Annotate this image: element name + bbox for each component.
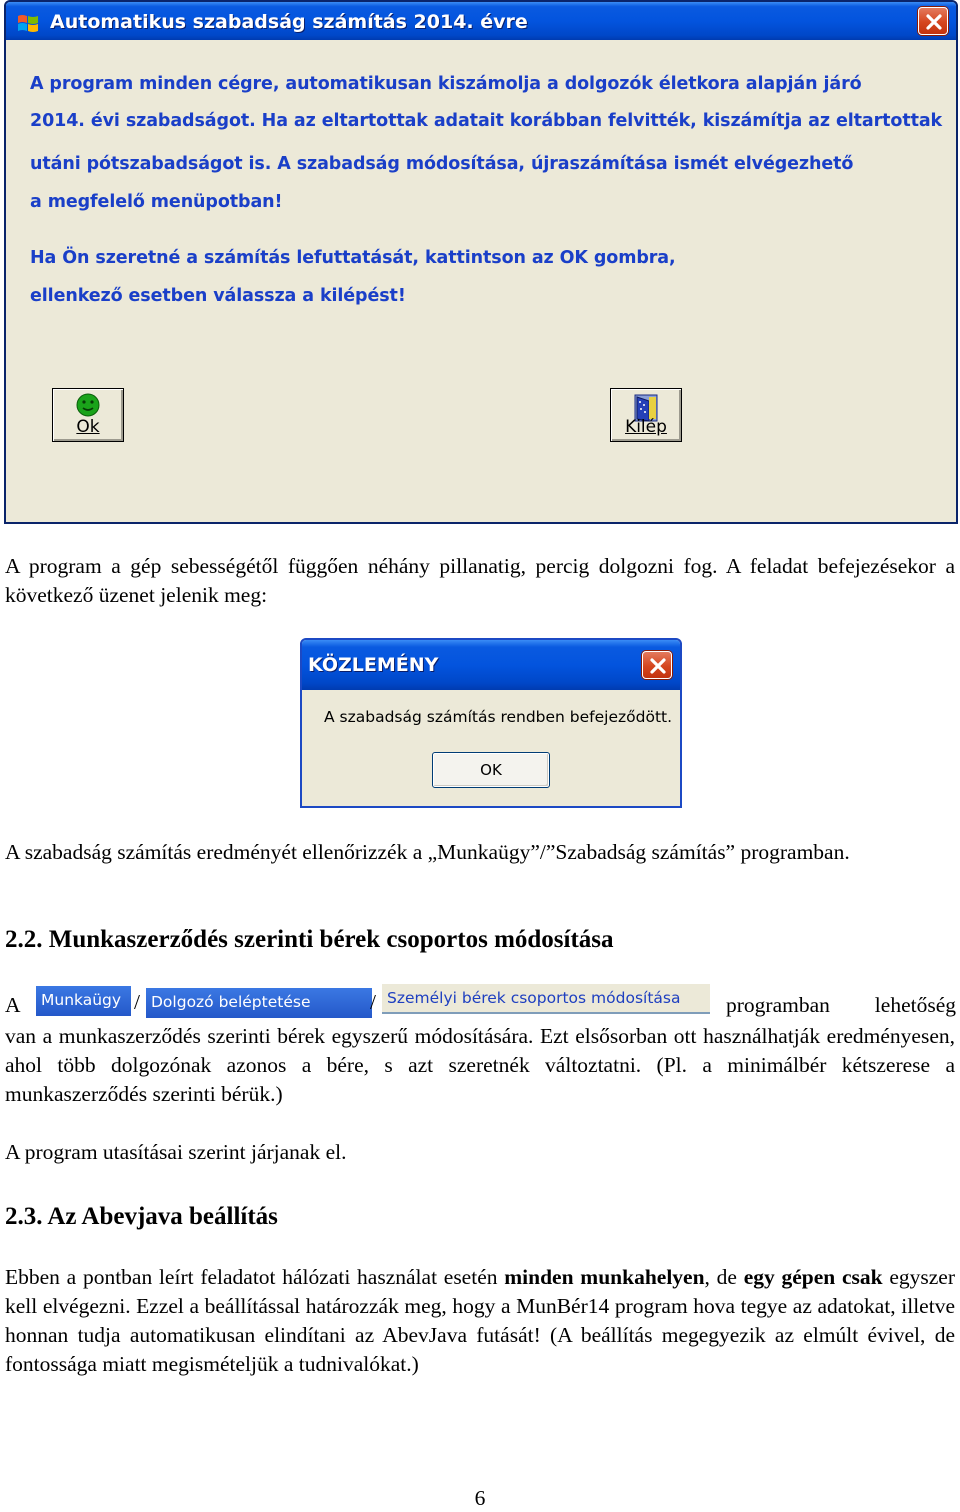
- menu-path-separator: /: [134, 990, 140, 1014]
- close-icon: [924, 12, 944, 32]
- paragraph-abevjava: [5, 1263, 955, 1379]
- notice-message: A szabadság számítás rendben befejeződött.: [324, 708, 673, 726]
- menu-path-suffix: programban lehetőség: [726, 993, 956, 1017]
- menu-chip-munkaugy: Munkaügy: [36, 986, 131, 1016]
- paragraph-check-result: A szabadság számítás eredményét ellenőrizzék a „Munkaügy”/”Szabadság számítás” programban.: [5, 840, 850, 864]
- notice-title: KÖZLEMÉNY: [308, 654, 439, 676]
- dialog-message-line: A program minden cégre, automatikusan kiszámolja a dolgozók életkora alapján járó: [30, 74, 862, 94]
- notice-ok-button[interactable]: OK: [432, 752, 550, 788]
- text-run: egyszer kell elvégezni. Ezzel a beállítással határozzák meg, hogy a MunBér14 program hova tegye az adatokat, illetve honnan tudja automatikusan elindítani az AbevJava futását! (A beállítás megegyezik az elmúlt évivel, de fontossága miatt megismételjük a tudnivalókat.): [5, 1265, 955, 1376]
- section-heading-2-3: 2.3. Az Abevjava beállítás: [5, 1203, 278, 1230]
- text-run: Ebben a pontban leírt feladatot hálózati használat esetén: [5, 1265, 505, 1289]
- menu-path-separator: /: [370, 990, 376, 1014]
- paragraph-follow-instructions: A program utasításai szerint járjanak el.: [5, 1140, 347, 1164]
- dialog-message-line: 2014. évi szabadságot. Ha az eltartottak adatait korábban felvitték, kiszámítja az eltartottak: [30, 111, 943, 131]
- close-button[interactable]: [918, 7, 948, 35]
- dialog-titlebar: [6, 2, 956, 40]
- windows-flag-icon: [16, 13, 40, 35]
- dialog-message-line: utáni pótszabadságot is. A szabadság módosítása, újraszámítása ismét elvégezhető: [30, 154, 854, 174]
- ok-button[interactable]: [52, 388, 124, 442]
- text-run: , de: [704, 1265, 744, 1289]
- page-number: 6: [474, 1486, 486, 1510]
- close-icon: [648, 656, 668, 676]
- exit-button[interactable]: [610, 388, 682, 442]
- menu-chip-szemelyi-berek: Személyi bérek csoportos módosítása: [382, 984, 710, 1014]
- notice-close-button[interactable]: [642, 651, 672, 679]
- exit-button-label: Kilép: [625, 417, 667, 437]
- bold-text: minden munkahelyen: [504, 1265, 705, 1289]
- notice-titlebar: [302, 640, 680, 690]
- dialog-message-line: ellenkező esetben válassza a kilépést!: [30, 286, 406, 306]
- dialog-message-line: a megfelelő menüpotban!: [30, 192, 283, 212]
- section-heading-2-2: 2.2. Munkaszerződés szerinti bérek csoportos módosítása: [5, 926, 614, 953]
- bold-text: egy gépen csak: [743, 1265, 883, 1289]
- paragraph-intro: A program a gép sebességétől függően néhány pillanatig, percig dolgozni fog. A feladat befejezésekor a következő üzenet jelenik meg:: [5, 554, 955, 607]
- green-smiley-icon: [76, 393, 100, 417]
- auto-leave-calc-dialog: [4, 0, 958, 524]
- menu-chip-dolgozo-belepes: Dolgozó beléptetése: [146, 988, 372, 1018]
- menu-path-prefix: A: [5, 993, 21, 1017]
- ok-button-label: Ok: [76, 417, 100, 437]
- dialog-message-line: Ha Ön szeretné a számítás lefuttatását, kattintson az OK gombra,: [30, 248, 676, 268]
- dialog-title: Automatikus szabadság számítás 2014. évre: [50, 11, 528, 33]
- notice-dialog: [300, 638, 682, 808]
- paragraph-wage-modify: van a munkaszerződés szerinti bérek egyszerű módosítására. Ezt elsősorban ott használhatják eredményesen, ahol több dolgozónak azonos a bére, s azt szeretnék változtatni. (Pl. a minimálbér kétszerese a munkaszerződés szerinti bérük.): [5, 1024, 955, 1106]
